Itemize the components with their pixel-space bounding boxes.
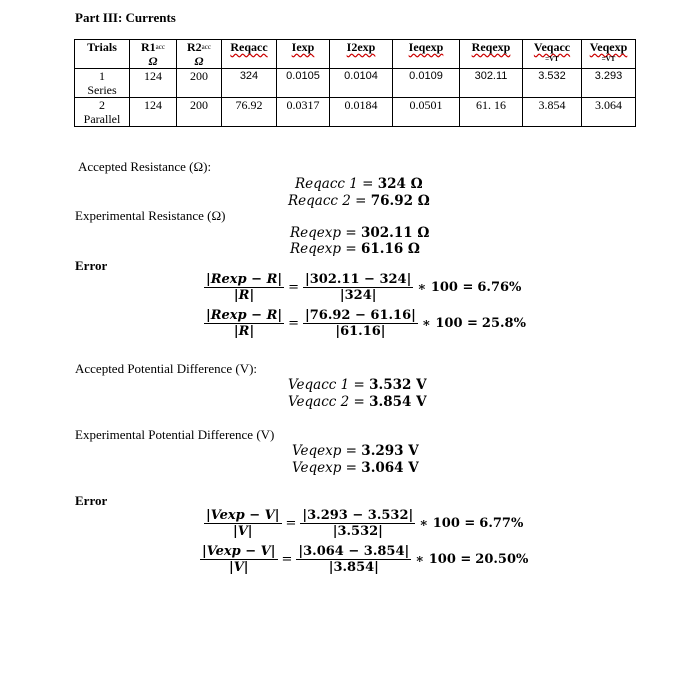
reqacc-cell: 76.92 <box>222 98 277 127</box>
veqexp2-equation: Veqexp = 3.064 V <box>292 460 419 476</box>
veqexp-cell: 3.293 <box>582 69 636 98</box>
reqexp1-equation: Reqexp = 302.11 Ω <box>290 225 430 241</box>
currents-table <box>74 39 636 127</box>
page-title: Part III: Currents <box>75 10 176 25</box>
r2-cell: 200 <box>177 69 222 98</box>
resistance-error-label: Error <box>75 258 108 273</box>
header-r2acc: $R2^{acc}$ Ω <box>177 40 222 69</box>
table-row <box>75 98 636 127</box>
header-veqexp: Veqexp =VT <box>582 40 636 69</box>
i2exp-cell: 0.0104 <box>330 69 393 98</box>
table-header-row <box>75 40 636 69</box>
header-r1acc: $R1^{acc}$ Ω <box>130 40 177 69</box>
header-ieqexp: Ieqexp <box>393 40 460 69</box>
i2exp-cell: 0.0184 <box>330 98 393 127</box>
header-i2exp: I2exp <box>330 40 393 69</box>
experimental-voltage-label: Experimental Potential Difference (V) <box>75 427 275 442</box>
trial-cell: 1 Series <box>75 69 130 98</box>
trial-cell: 2 Parallel <box>75 98 130 127</box>
r2-cell: 200 <box>177 98 222 127</box>
reqacc-cell: 324 <box>222 69 277 98</box>
reqacc1-equation: Reqacc 1 = 324 Ω <box>295 176 423 192</box>
ieqexp-cell: 0.0109 <box>393 69 460 98</box>
veqacc-cell: 3.532 <box>523 69 582 98</box>
veqacc-cell: 3.854 <box>523 98 582 127</box>
voltage-error-label: Error <box>75 493 108 508</box>
veqexp-cell: 3.064 <box>582 98 636 127</box>
r1-cell: 124 <box>130 69 177 98</box>
accepted-voltage-label: Accepted Potential Difference (V): <box>75 361 258 376</box>
experimental-resistance-label: Experimental Resistance (Ω) <box>75 208 226 223</box>
veqacc2-equation: Veqacc 2 = 3.854 V <box>288 394 427 410</box>
reqexp-cell: 302.11 <box>460 69 523 98</box>
veqacc1-equation: Veqacc 1 = 3.532 V <box>288 377 427 393</box>
reqacc2-equation: Reqacc 2 = 76.92 Ω <box>288 193 430 209</box>
reqexp2-equation: Reqexp = 61.16 Ω <box>290 241 420 257</box>
iexp-cell: 0.0105 <box>277 69 330 98</box>
iexp-cell: 0.0317 <box>277 98 330 127</box>
voltage-error-eq-1: $\frac{|Vexp - V|}{|V|}$ = $\frac{|3.293 - 3.532|}{|3.532|}$ ∗ 100 = 6.77% <box>206 508 524 539</box>
accepted-resistance-label: Accepted Resistance (Ω): <box>78 159 212 174</box>
table-row <box>75 69 636 98</box>
r1-cell: 124 <box>130 98 177 127</box>
veqexp1-equation: Veqexp = 3.293 V <box>292 443 419 459</box>
header-iexp: Iexp <box>277 40 330 69</box>
header-trials: Trials <box>75 40 130 69</box>
ieqexp-cell: 0.0501 <box>393 98 460 127</box>
header-reqexp: Reqexp <box>460 40 523 69</box>
resistance-error-eq-1: $\frac{|Rexp - R|}{|R|}$ = $\frac{|302.11 - 324|}{|324|}$ ∗ 100 = 6.76% <box>206 272 522 303</box>
header-reqacc: Reqacc <box>222 40 277 69</box>
resistance-error-eq-2: $\frac{|Rexp - R|}{|R|}$ = $\frac{|76.92 - 61.16|}{|61.16|}$ ∗ 100 = 25.8% <box>206 308 526 339</box>
header-veqacc: Veqacc =VT <box>523 40 582 69</box>
voltage-error-eq-2: $\frac{|Vexp - V|}{|V|}$ = $\frac{|3.064 - 3.854|}{|3.854|}$ ∗ 100 = 20.50% <box>202 544 529 575</box>
reqexp-cell: 61. 16 <box>460 98 523 127</box>
